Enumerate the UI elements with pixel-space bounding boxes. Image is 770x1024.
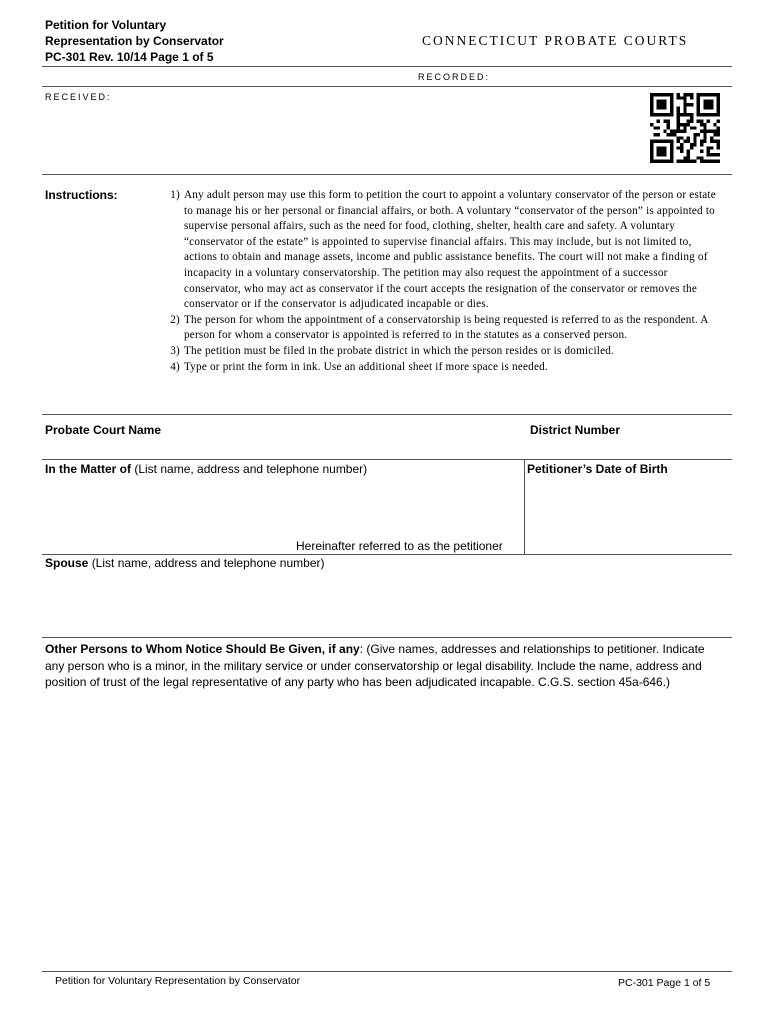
instructions-divider bbox=[42, 414, 732, 415]
probate-court-name-field[interactable] bbox=[42, 440, 527, 458]
instruction-number: 4) bbox=[170, 360, 180, 373]
spouse-field[interactable] bbox=[42, 573, 730, 633]
matter-divider bbox=[42, 554, 732, 555]
spouse-hint: (List name, address and telephone number) bbox=[91, 556, 325, 570]
instruction-number: 1) bbox=[170, 189, 180, 201]
court-name: CONNECTICUT PROBATE COURTS bbox=[422, 33, 689, 48]
district-number-field[interactable] bbox=[528, 440, 728, 458]
matter-of-hint: (List name, address and telephone number) bbox=[134, 462, 368, 476]
petitioner-dob-field[interactable] bbox=[527, 478, 727, 548]
footer-form-title: Petition for Voluntary Representation by Conservator bbox=[55, 975, 301, 987]
form-number: PC-301 Rev. 10/14 Page 1 of 5 bbox=[45, 50, 214, 64]
spouse-title: Spouse bbox=[45, 556, 89, 570]
instruction-item bbox=[158, 344, 723, 360]
instruction-item bbox=[158, 360, 723, 376]
header-divider bbox=[42, 66, 732, 67]
matter-of-title: In the Matter of bbox=[45, 462, 131, 476]
spouse-divider bbox=[42, 637, 732, 638]
instruction-text: Type or print the form in ink. Use an additional sheet if more space is needed. bbox=[184, 360, 548, 373]
footer-page-number: PC-301 Page 1 of 5 bbox=[618, 977, 711, 989]
instruction-number: 2) bbox=[170, 313, 180, 326]
recorded-divider bbox=[42, 86, 732, 87]
instructions-label: Instructions: bbox=[45, 188, 118, 202]
instruction-text: The petition must be filed in the probate district in which the person resides or is domiciled. bbox=[184, 344, 615, 357]
qr-code-icon bbox=[650, 92, 720, 164]
instruction-item bbox=[158, 188, 723, 313]
form-title bbox=[45, 17, 224, 65]
other-persons-title: Other Persons to Whom Notice Should Be Given, if any bbox=[45, 642, 360, 656]
spouse-label bbox=[45, 556, 325, 570]
petitioner-dob-label: Petitioner’s Date of Birth bbox=[527, 462, 668, 476]
district-number-label: District Number bbox=[530, 423, 621, 437]
other-persons-text: : (Give names, addresses and relationships to petitioner. Indicate any person who is a minor, in the military service or under conservatorship or legal disability. Include the name, address and position of trust of the legal representative of any party who has been adjudicated incapable. C.G.S. section 45a-646.) bbox=[45, 642, 705, 689]
court-divider bbox=[42, 459, 732, 460]
matter-of-label bbox=[45, 462, 367, 476]
form-title-line2: Representation by Conservator bbox=[45, 34, 224, 48]
dob-divider bbox=[524, 459, 525, 554]
probate-court-name-label: Probate Court Name bbox=[45, 423, 162, 437]
hereinafter-label: Hereinafter referred to as the petitioner bbox=[296, 539, 503, 553]
matter-of-field[interactable] bbox=[42, 478, 522, 534]
instruction-number: 3) bbox=[170, 344, 180, 357]
other-persons-field[interactable] bbox=[42, 710, 730, 965]
instruction-text: Any adult person may use this form to petition the court to appoint a voluntary conservator of the person or estate to manage his or her personal or financial affairs, or both. A voluntary “conservator of the person” is appointed to supervise personal affairs, such as the need for food, clothing, shelter, health care and safety. A voluntary “conservator of the estate” is appointed to supervise financial affairs. This may include, but is not limited to, actions to obtain and manage assets, income and public assistance benefits. The court will not make a finding of incapacity in a voluntary conservatorship. The petition may also request the appointment of a successor conservator, who may act as conservator if the court accepts the resignation of the conservator or removes the conservator or if the conservator is adjudicated incapable or dies. bbox=[184, 189, 716, 311]
instruction-text: The person for whom the appointment of a conservatorship is being requested is referred to as the respondent. A person for whom a conservator is appointed is referred to in the statutes as a conserved person. bbox=[184, 313, 708, 342]
other-persons-label bbox=[45, 641, 715, 691]
received-divider bbox=[42, 174, 732, 175]
received-label: RECEIVED: bbox=[45, 92, 112, 102]
footer-divider bbox=[42, 971, 732, 972]
instructions-list bbox=[158, 188, 723, 375]
instruction-item bbox=[158, 313, 723, 344]
recorded-label: RECORDED: bbox=[418, 72, 491, 82]
form-title-line1: Petition for Voluntary bbox=[45, 18, 167, 32]
